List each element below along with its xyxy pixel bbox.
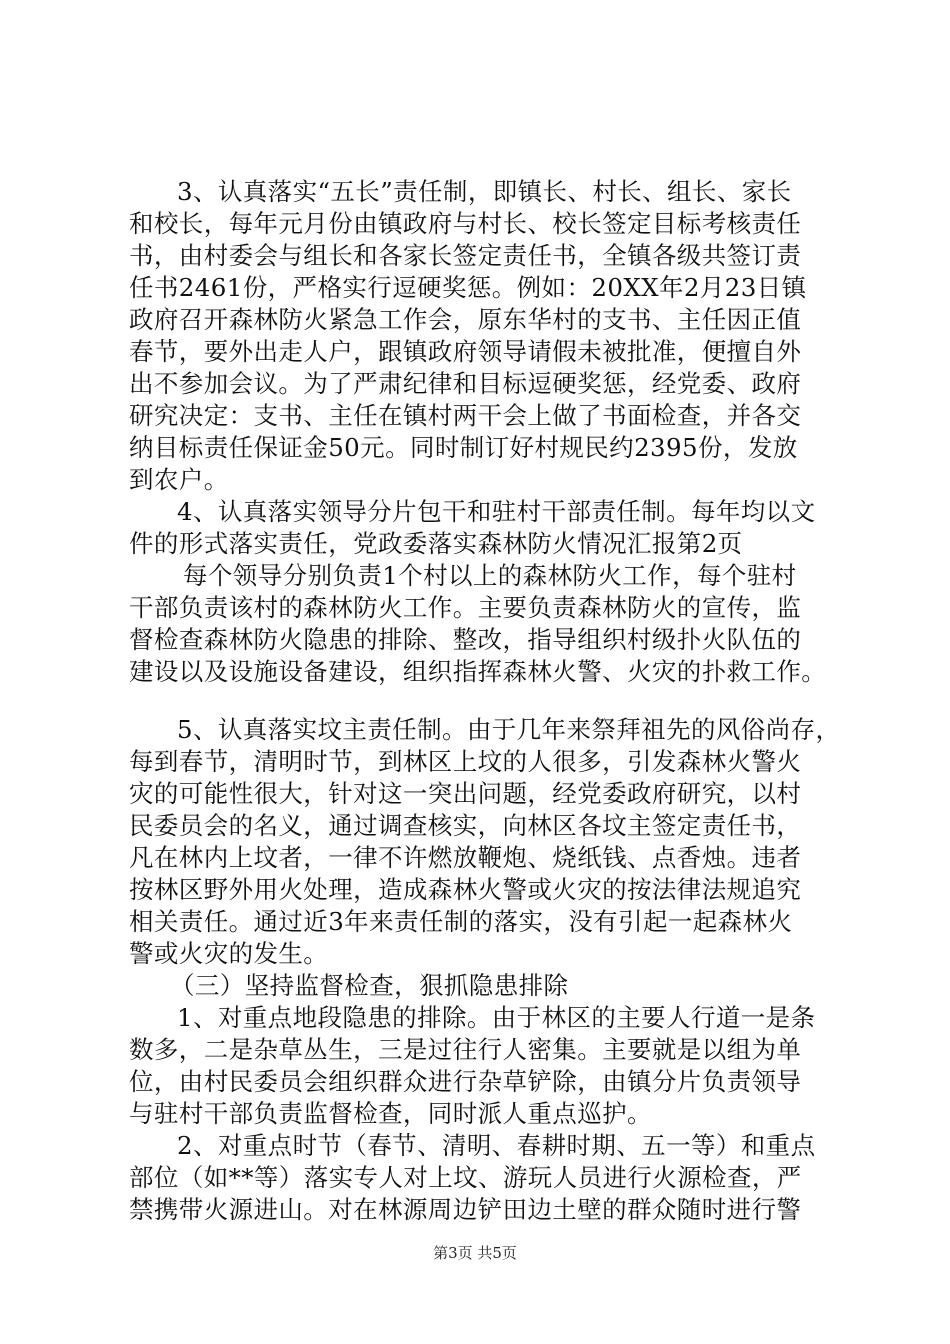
section-heading: （三）坚持监督检查，狠抓隐患排除 (170, 971, 569, 1000)
paragraph-line: 干部负责该村的森林防火工作。主要负责森林防火的宣传，监 (129, 593, 802, 622)
paragraph-line: 部位（如**等）落实专人对上坟、游玩人员进行火源检查，严 (129, 1163, 802, 1192)
paragraph-line: 书，由村委会与组长和各家长签定责任书，全镇各级共签订责 (129, 241, 802, 270)
paragraph-line: 位，由村民委员会组织群众进行杂草铲除，由镇分片负责领导 (129, 1067, 802, 1096)
paragraph-line: 警或火灾的发生。 (129, 939, 329, 968)
paragraph-line: 每个领导分别负责1个村以上的森林防火工作，每个驻村 (183, 561, 797, 590)
paragraph-line: 出不参加会议。为了严肃纪律和目标逗硬奖惩，经党委、政府 (129, 369, 802, 398)
paragraph-line: 1、对重点地段隐患的排除。由于林区的主要人行道一是条 (177, 1003, 816, 1032)
paragraph-line: 督检查森林防火隐患的排除、整改，指导组织村级扑火队伍的 (129, 625, 802, 654)
paragraph-line: 件的形式落实责任，党政委落实森林防火情况汇报第2页 (129, 529, 743, 558)
paragraph-line: 3、认真落实“五长”责任制，即镇长、村长、组长、家长 (177, 177, 792, 206)
paragraph-line: 相关责任。通过近3年来责任制的落实，没有引起一起森林火 (129, 907, 793, 936)
paragraph-line: 民委员会的名义，通过调查核实，向林区各坟主签定责任书， (129, 811, 802, 840)
paragraph-line: 纳目标责任保证金50元。同时制订好村规民约2395份，发放 (129, 433, 798, 462)
page-number-footer: 第3页 共5页 (433, 1244, 517, 1262)
paragraph-line: 任书2461份，严格实行逗硬奖惩。例如：20XX年2月23日镇 (129, 273, 807, 302)
paragraph-line: 凡在林内上坟者，一律不许燃放鞭炮、烧纸钱、点香烛。违者 (129, 843, 802, 872)
paragraph-line: 与驻村干部负责监督检查，同时派人重点巡护。 (129, 1099, 652, 1128)
paragraph-line: 4、认真落实领导分片包干和驻村干部责任制。每年均以文 (177, 497, 816, 526)
paragraph-line: 5、认真落实坟主责任制。由于几年来祭拜祖先的风俗尚存， (177, 715, 841, 744)
paragraph-line: 每到春节，清明时节，到林区上坟的人很多，引发森林火警火 (129, 747, 802, 776)
paragraph-line: 数多，二是杂草丛生，三是过往行人密集。主要就是以组为单 (129, 1035, 802, 1064)
paragraph-line: 政府召开森林防火紧急工作会，原东华村的支书、主任因正值 (129, 305, 802, 334)
paragraph-line: 禁携带火源进山。对在林源周边铲田边土壁的群众随时进行警 (129, 1195, 802, 1224)
paragraph-line: 到农户。 (129, 465, 229, 494)
paragraph-line: 研究决定：支书、主任在镇村两干会上做了书面检查，并各交 (129, 401, 802, 430)
paragraph-line: 和校长，每年元月份由镇政府与村长、校长签定目标考核责任 (129, 209, 802, 238)
paragraph-line: 春节，要外出走人户，跟镇政府领导请假未被批准，便擅自外 (129, 337, 802, 366)
paragraph-line: 2、对重点时节（春节、清明、春耕时期、五一等）和重点 (177, 1131, 816, 1160)
paragraph-line: 建设以及设施设备建设，组织指挥森林火警、火灾的扑救工作。 (129, 657, 827, 686)
paragraph-line: 按林区野外用火处理，造成森林火警或火灾的按法律法规追究 (129, 875, 802, 904)
paragraph-line: 灾的可能性很大，针对这一突出问题，经党委政府研究，以村 (129, 779, 802, 808)
